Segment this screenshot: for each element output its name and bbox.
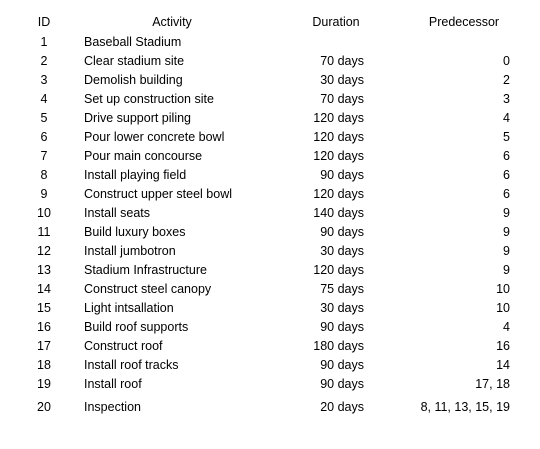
cell-duration: 90 days (320, 168, 364, 182)
cell-id: 8 (40, 168, 48, 182)
cell-activity: Construct roof (84, 339, 163, 353)
cell-activity: Install roof tracks (84, 358, 179, 372)
header-predecessor: Predecessor (428, 15, 500, 29)
cell-activity: Clear stadium site (84, 54, 185, 68)
cell-id: 16 (37, 320, 51, 334)
cell-predecessor: 10 (496, 301, 510, 315)
cell-id: 18 (37, 358, 51, 372)
cell-predecessor: 9 (503, 225, 510, 239)
cell-duration: 120 days (313, 187, 364, 201)
cell-id: 4 (40, 92, 48, 106)
header-duration: Duration (312, 15, 360, 29)
table-row (0, 337, 540, 356)
cell-id: 1 (40, 35, 48, 49)
table-header-row (0, 13, 540, 32)
cell-id: 3 (40, 73, 48, 87)
cell-activity: Demolish building (84, 73, 183, 87)
table-row (0, 223, 540, 242)
table-row (0, 261, 540, 280)
cell-duration: 30 days (320, 244, 364, 258)
table-row (0, 128, 540, 147)
cell-activity: Install seats (84, 206, 151, 220)
table-row (0, 242, 540, 261)
table-row (0, 166, 540, 185)
cell-activity: Pour main concourse (84, 149, 203, 163)
cell-predecessor: 4 (503, 111, 510, 125)
cell-id: 6 (40, 130, 48, 144)
cell-duration: 120 days (313, 149, 364, 163)
table-row (0, 204, 540, 223)
table-row (0, 375, 540, 394)
table-row (0, 299, 540, 318)
cell-predecessor: 9 (503, 244, 510, 258)
cell-predecessor: 0 (503, 54, 510, 68)
cell-id: 19 (37, 377, 51, 391)
table-row (0, 356, 540, 375)
cell-duration: 30 days (320, 301, 364, 315)
table-row (0, 109, 540, 128)
cell-duration: 90 days (320, 358, 364, 372)
table-row (0, 280, 540, 299)
cell-predecessor: 9 (503, 206, 510, 220)
cell-activity: Install roof (84, 377, 142, 391)
cell-duration: 70 days (320, 92, 364, 106)
cell-predecessor: 16 (496, 339, 510, 353)
table-row (0, 33, 540, 52)
cell-id: 10 (37, 206, 51, 220)
header-activity: Activity (152, 15, 192, 29)
cell-id: 13 (37, 263, 51, 277)
table-row (0, 71, 540, 90)
cell-activity: Baseball Stadium (84, 35, 182, 49)
cell-predecessor: 3 (503, 92, 510, 106)
cell-id: 14 (37, 282, 51, 296)
table-row (0, 318, 540, 337)
cell-duration: 90 days (320, 225, 364, 239)
table-row (0, 147, 540, 166)
cell-activity: Install jumbotron (84, 244, 176, 258)
cell-predecessor: 9 (503, 263, 510, 277)
cell-activity: Stadium Infrastructure (84, 263, 207, 277)
cell-activity: Light intsallation (84, 301, 174, 315)
cell-activity: Pour lower concrete bowl (84, 130, 225, 144)
cell-predecessor: 6 (503, 187, 510, 201)
cell-activity: Construct steel canopy (84, 282, 212, 296)
cell-duration: 90 days (320, 377, 364, 391)
cell-predecessor: 4 (503, 320, 510, 334)
cell-activity: Inspection (84, 400, 141, 414)
cell-predecessor: 5 (503, 130, 510, 144)
cell-duration: 120 days (313, 111, 364, 125)
cell-duration: 70 days (320, 54, 364, 68)
cell-duration: 30 days (320, 73, 364, 87)
cell-activity: Construct upper steel bowl (84, 187, 232, 201)
cell-id: 17 (37, 339, 51, 353)
cell-id: 9 (40, 187, 48, 201)
cell-id: 20 (37, 400, 51, 414)
table-row (0, 90, 540, 109)
cell-id: 11 (37, 225, 51, 239)
cell-duration: 20 days (320, 400, 364, 414)
cell-id: 5 (40, 111, 48, 125)
table-row (0, 398, 540, 417)
cell-predecessor: 6 (503, 168, 510, 182)
cell-duration: 140 days (313, 206, 364, 220)
cell-duration: 90 days (320, 320, 364, 334)
cell-duration: 75 days (320, 282, 364, 296)
cell-activity: Install playing field (84, 168, 187, 182)
cell-duration: 120 days (313, 263, 364, 277)
table-row (0, 52, 540, 71)
cell-predecessor: 17, 18 (475, 377, 510, 391)
header-id: ID (37, 15, 51, 29)
cell-activity: Build luxury boxes (84, 225, 186, 239)
cell-activity: Build roof supports (84, 320, 189, 334)
cell-duration: 180 days (313, 339, 364, 353)
cell-duration: 120 days (313, 130, 364, 144)
cell-id: 7 (40, 149, 48, 163)
cell-predecessor: 8, 11, 13, 15, 19 (420, 400, 510, 414)
cell-activity: Drive support piling (84, 111, 191, 125)
cell-id: 12 (37, 244, 51, 258)
cell-id: 15 (37, 301, 51, 315)
cell-predecessor: 10 (496, 282, 510, 296)
table-row (0, 185, 540, 204)
cell-id: 2 (40, 54, 48, 68)
cell-activity: Set up construction site (84, 92, 214, 106)
cell-predecessor: 6 (503, 149, 510, 163)
cell-predecessor: 2 (503, 73, 510, 87)
cell-predecessor: 14 (496, 358, 510, 372)
